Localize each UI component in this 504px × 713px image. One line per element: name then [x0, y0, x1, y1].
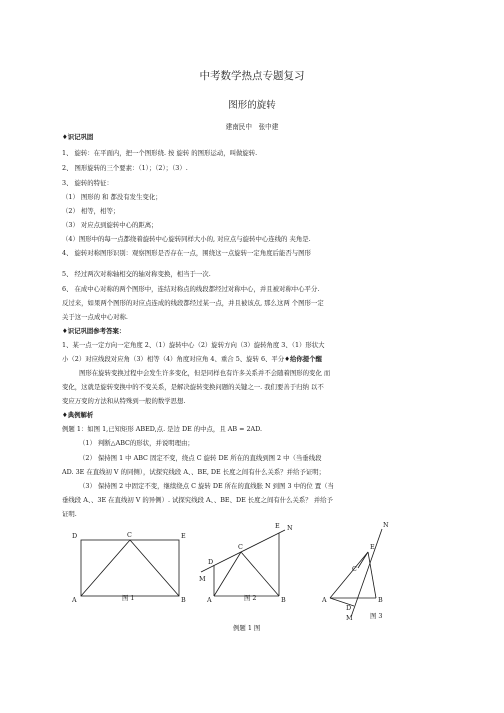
fig3-label-n: N — [383, 521, 389, 529]
fig1-label-a: A — [72, 596, 77, 604]
recall-item-1: 1、 旋转：在平面内，把一个图形绕. 按 旋转 的图形运动，叫做旋转. — [62, 149, 258, 157]
example-line-2: （1） 判断△ABC的形状，并说明理由； — [79, 439, 194, 447]
recall-item-2: 2、 图形旋转的三个要素：（1）；（2）；（3）. — [62, 164, 188, 172]
page-title: 中考数学热点专题复习 — [199, 70, 305, 82]
recall-item-3: 3、 旋转的特征： — [62, 179, 113, 187]
reminder-emphasis: ♦给你提个醒 — [284, 355, 322, 363]
answers-line-5: 变应万变的方法和从特殊到一般的数学思想. — [62, 397, 186, 405]
fig2-label-n: N — [287, 524, 293, 532]
section-heading-answers: ♦识记巩固参考答案： — [62, 327, 126, 335]
fig2-label-d: D — [208, 558, 214, 566]
example-line-1: 例题 1：如图 1,已知矩形 ABED,点. 是边 DE 的中点，且 AB = 2AD. — [62, 425, 263, 433]
recall-item-3-3: （3） 对应点到旋转中心的距离； — [62, 221, 158, 229]
fig2-label-e: E — [275, 522, 280, 530]
example-line-6: 垂线段 A、、3E 在直线初 V 的异侧）. 试探究线段 A、、BE、DE 长度之间有什么关系？ 并给予 — [62, 496, 333, 504]
answers-line-2-text: 小（2）对应线段对应角（3）相等（4）角度对应角 4、重合 5、旋转 6、平分 — [62, 355, 285, 363]
fig3-label-a: A — [322, 596, 327, 604]
fig2-label-m: M — [199, 575, 206, 583]
caption-figure-2: 图 2 — [244, 594, 257, 602]
recall-item-6-end: 关于这一点成中心对称. — [62, 313, 128, 321]
caption-figure-1: 图 1 — [122, 594, 135, 602]
figure-2 — [201, 530, 285, 596]
fig3-label-d: D — [346, 604, 352, 612]
figure-footer-caption: 例题 1 图 — [233, 624, 261, 632]
answers-line-4: 变化，这就是旋转变换中的不变关系，是解决旋转变换问题的关键之一. 我们要善于归纳 以不 — [62, 383, 324, 391]
fig2-label-c: C — [238, 543, 243, 551]
example-line-7: 证明. — [62, 510, 77, 518]
fig3-label-b: B — [378, 596, 383, 604]
answers-line-1: 1、某一点一定方向一定角度 2、（1）旋转中心（2）旋转方向（3）旋转角度 3、（1）形状大 — [62, 341, 325, 349]
fig3-label-e: E — [370, 543, 375, 551]
answers-line-3: 图形在旋转变换过程中会发生许多变化，但是同样也有许多关系并不会随着图形的变化 而 — [79, 369, 331, 377]
fig1-label-b: B — [181, 596, 186, 604]
section-heading-recall: ♦识记巩固 — [62, 133, 94, 141]
fig2-label-b: B — [281, 596, 286, 604]
example-line-5: （3） 保持图 2 中固定不变，继续绕点 C 旋转 DE 所在的直线胀 N 到图 3 中的位 置（当 — [79, 482, 334, 490]
page-subtitle: 图形的旋转 — [228, 100, 276, 111]
fig1-label-c: C — [127, 531, 132, 539]
fig2-label-a: A — [207, 596, 212, 604]
fig1-label-d: D — [72, 532, 78, 540]
example-line-3: （2） 保持图 1 中 ABC 固定不变，绕点 C 旋转 DE 所在的直线到图 2 中（当垂线段 — [79, 454, 322, 462]
recall-item-4: 4、 旋转对称图形识别：观察图形是否存在一点，围绕这一点旋转一定角度后能否与图形 — [62, 249, 311, 257]
recall-item-6-cont: 反过来，如果两个图形的对应点连成的线段都经过某一点，并且被该点, 那么这两 个图形一定 — [62, 299, 324, 307]
recall-item-3-2: （2） 相等，相等； — [62, 207, 120, 215]
section-heading-examples: ♦典例解析 — [62, 411, 94, 419]
figure-1 — [81, 540, 179, 596]
example-line-4: AD. 3E 在直线初 V 的同侧），试探究线段 A、、BE, DE 长度之间有什么关系？并给予证明； — [62, 468, 326, 476]
fig3-label-c: C — [352, 565, 357, 573]
recall-item-3-1: （1） 图形的 和 都没有发生变化； — [62, 193, 162, 201]
fig1-label-e: E — [181, 532, 186, 540]
recall-item-6: 6、 在成中心对称的两个图形中，连结对称点的线段都经过对称中心，并且被对称中心平分. — [62, 285, 320, 293]
fig3-label-m: M — [346, 614, 353, 622]
recall-item-3-4: （4）图形中的每一点都绕着旋转中心旋转同样大小的, 对应点与旋转中心连线的 夹角是. — [62, 235, 311, 243]
recall-item-5: 5、 经过两次对称轴相交的轴对称变换，相当于一次. — [62, 270, 211, 278]
caption-figure-3: 图 3 — [370, 612, 383, 620]
author-line: 建南民中 张中建 — [225, 123, 279, 131]
